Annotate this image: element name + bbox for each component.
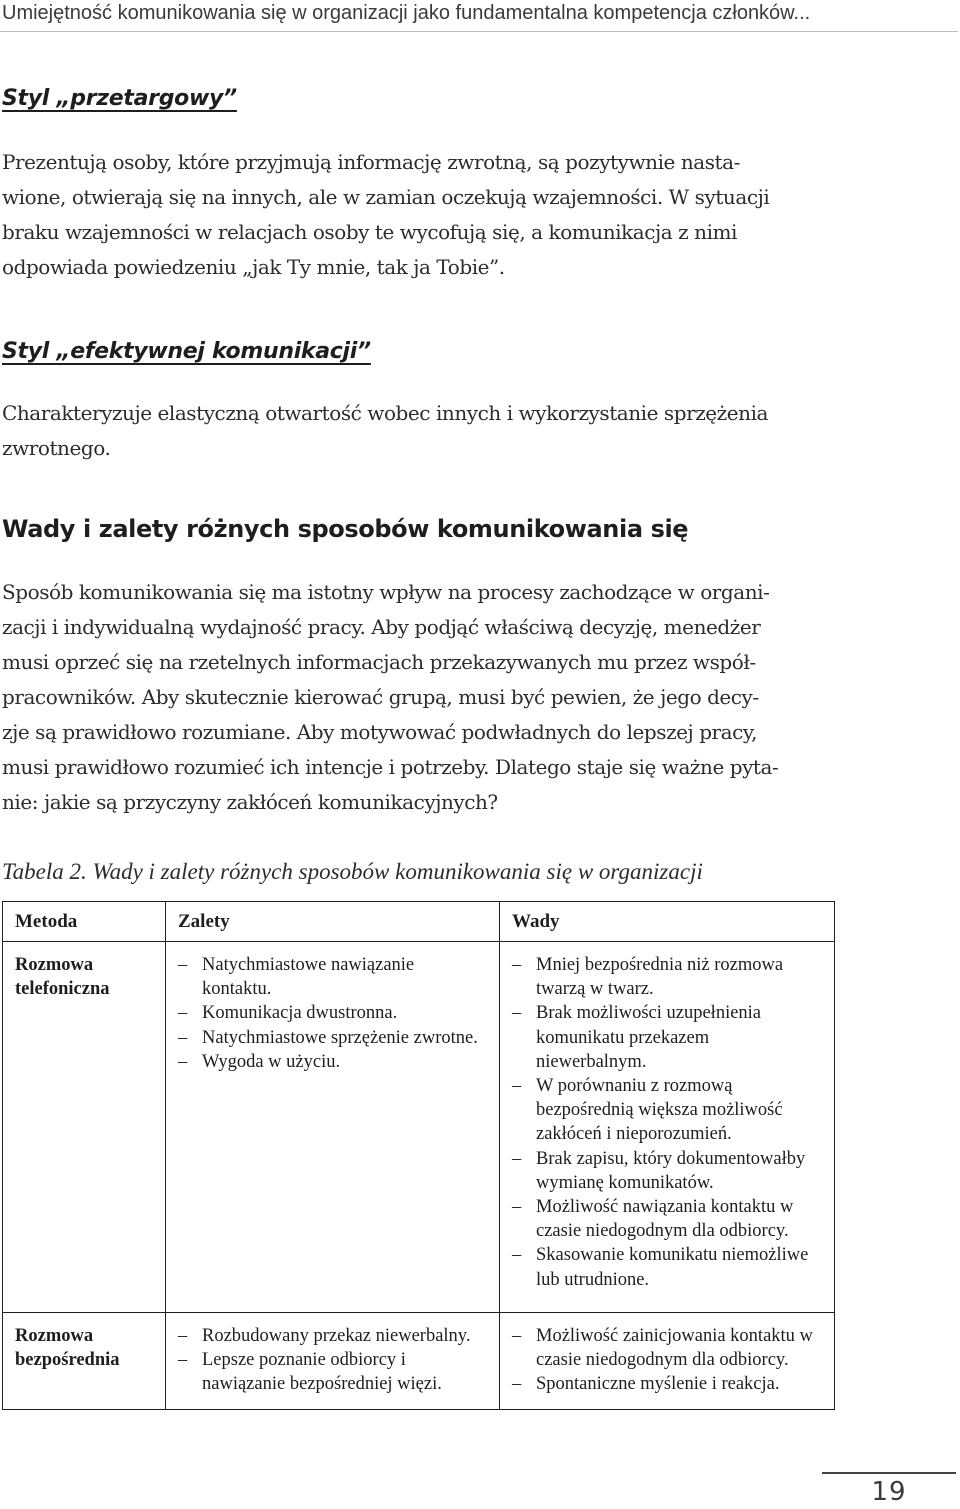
paragraph-line: zwrotnego. <box>2 436 111 460</box>
paragraph-line: odpowiada powiedzeniu „jak Ty mnie, tak ja Tobie”. <box>2 255 505 279</box>
list-item: – Mniej bezpośrednia niż rozmowa twarzą w twarz. <box>512 953 822 1001</box>
table-row <box>3 942 835 1313</box>
list-item: – Rozbudowany przekaz niewerbalny. <box>178 1324 487 1348</box>
paragraph-line: nie: jakie są przyczyny zakłóceń komunikacyjnych? <box>2 790 498 814</box>
pros-list <box>178 953 487 1074</box>
list-item: – Wygoda w użyciu. <box>178 1050 487 1074</box>
paragraph-line: braku wzajemności w relacjach osoby te wycofują się, a komunikacja z nimi <box>2 220 737 244</box>
list-item: – Brak zapisu, który dokumentowałby wymianę komunikatów. <box>512 1147 822 1195</box>
list-item: – Natychmiastowe sprzężenie zwrotne. <box>178 1026 487 1050</box>
methods-table <box>2 901 835 1410</box>
table-row <box>3 1313 835 1410</box>
cons-cell <box>500 942 835 1313</box>
list-item: – Komunikacja dwustronna. <box>178 1001 487 1025</box>
paragraph-line: pracowników. Aby skutecznie kierować grupą, musi być pewien, że jego decy- <box>2 685 759 709</box>
column-header-pros: Zalety <box>166 902 500 942</box>
pros-cell <box>166 942 500 1313</box>
paragraph-line: zje są prawidłowo rozumiane. Aby motywować podwładnych do lepszej pracy, <box>2 720 757 744</box>
list-item: – Możliwość zainicjowania kontaktu w czasie niedogodnym dla odbiorcy. <box>512 1324 822 1372</box>
paragraph-line: wione, otwierają się na innych, ale w zamian oczekują wzajemności. W sytuacji <box>2 185 770 209</box>
heading-styl-efektywnej-komunikacji: Styl „efektywnej komunikacji” <box>2 339 371 364</box>
pros-cell <box>166 1313 500 1410</box>
cons-cell <box>500 1313 835 1410</box>
paragraph-styl-efektywnej-komunikacji <box>2 396 836 466</box>
cons-list <box>512 953 822 1292</box>
list-item: – Natychmiastowe nawiązanie kontaktu. <box>178 953 487 1001</box>
heading-wady-i-zalety: Wady i zalety różnych sposobów komunikowania się <box>2 515 689 543</box>
list-item: – Skasowanie komunikatu niemożliwe lub utrudnione. <box>512 1243 822 1291</box>
method-cell: Rozmowa bezpośrednia <box>3 1313 166 1410</box>
paragraph-line: Charakteryzuje elastyczną otwartość wobec innych i wykorzystanie sprzężenia <box>2 401 768 425</box>
list-item: – W porównaniu z rozmową bezpośrednią większa możliwość zakłóceń i nieporozumień. <box>512 1074 822 1147</box>
page-number: 19 <box>871 1477 907 1507</box>
heading-styl-przetargowy: Styl „przetargowy” <box>2 86 237 111</box>
list-item: – Możliwość nawiązania kontaktu w czasie niedogodnym dla odbiorcy. <box>512 1195 822 1243</box>
column-header-method: Metoda <box>3 902 166 942</box>
paragraph-line: Sposób komunikowania się ma istotny wpływ na procesy zachodzące w organi- <box>2 580 770 604</box>
method-cell: Rozmowa telefoniczna <box>3 942 166 1313</box>
pros-list <box>178 1324 487 1397</box>
header-rule <box>0 31 958 32</box>
footer-rule <box>822 1472 956 1474</box>
column-header-cons: Wady <box>500 902 835 942</box>
paragraph-line: Prezentują osoby, które przyjmują informację zwrotną, są pozytywnie nasta- <box>2 150 740 174</box>
list-item: – Brak możliwości uzupełnienia komunikatu przekazem niewerbalnym. <box>512 1001 822 1074</box>
table-caption: Tabela 2. Wady i zalety różnych sposobów komunikowania się w organizacji <box>2 859 703 884</box>
list-item: – Spontaniczne myślenie i reakcja. <box>512 1372 822 1396</box>
paragraph-wady-i-zalety <box>2 575 836 820</box>
paragraph-line: musi prawidłowo rozumieć ich intencje i potrzeby. Dlatego staje się ważne pyta- <box>2 755 779 779</box>
cons-list <box>512 1324 822 1397</box>
paragraph-line: musi oprzeć się na rzetelnych informacjach przekazywanych mu przez współ- <box>2 650 756 674</box>
list-item: – Lepsze poznanie odbiorcy i nawiązanie bezpośredniej więzi. <box>178 1348 487 1396</box>
running-header: Umiejętność komunikowania się w organizacji jako fundamentalna kompetencja członków... <box>2 2 811 24</box>
paragraph-line: zacji i indywidualną wydajność pracy. Aby podjąć właściwą decyzję, menedżer <box>2 615 761 639</box>
table-header-row <box>3 902 835 942</box>
paragraph-styl-przetargowy <box>2 145 836 285</box>
